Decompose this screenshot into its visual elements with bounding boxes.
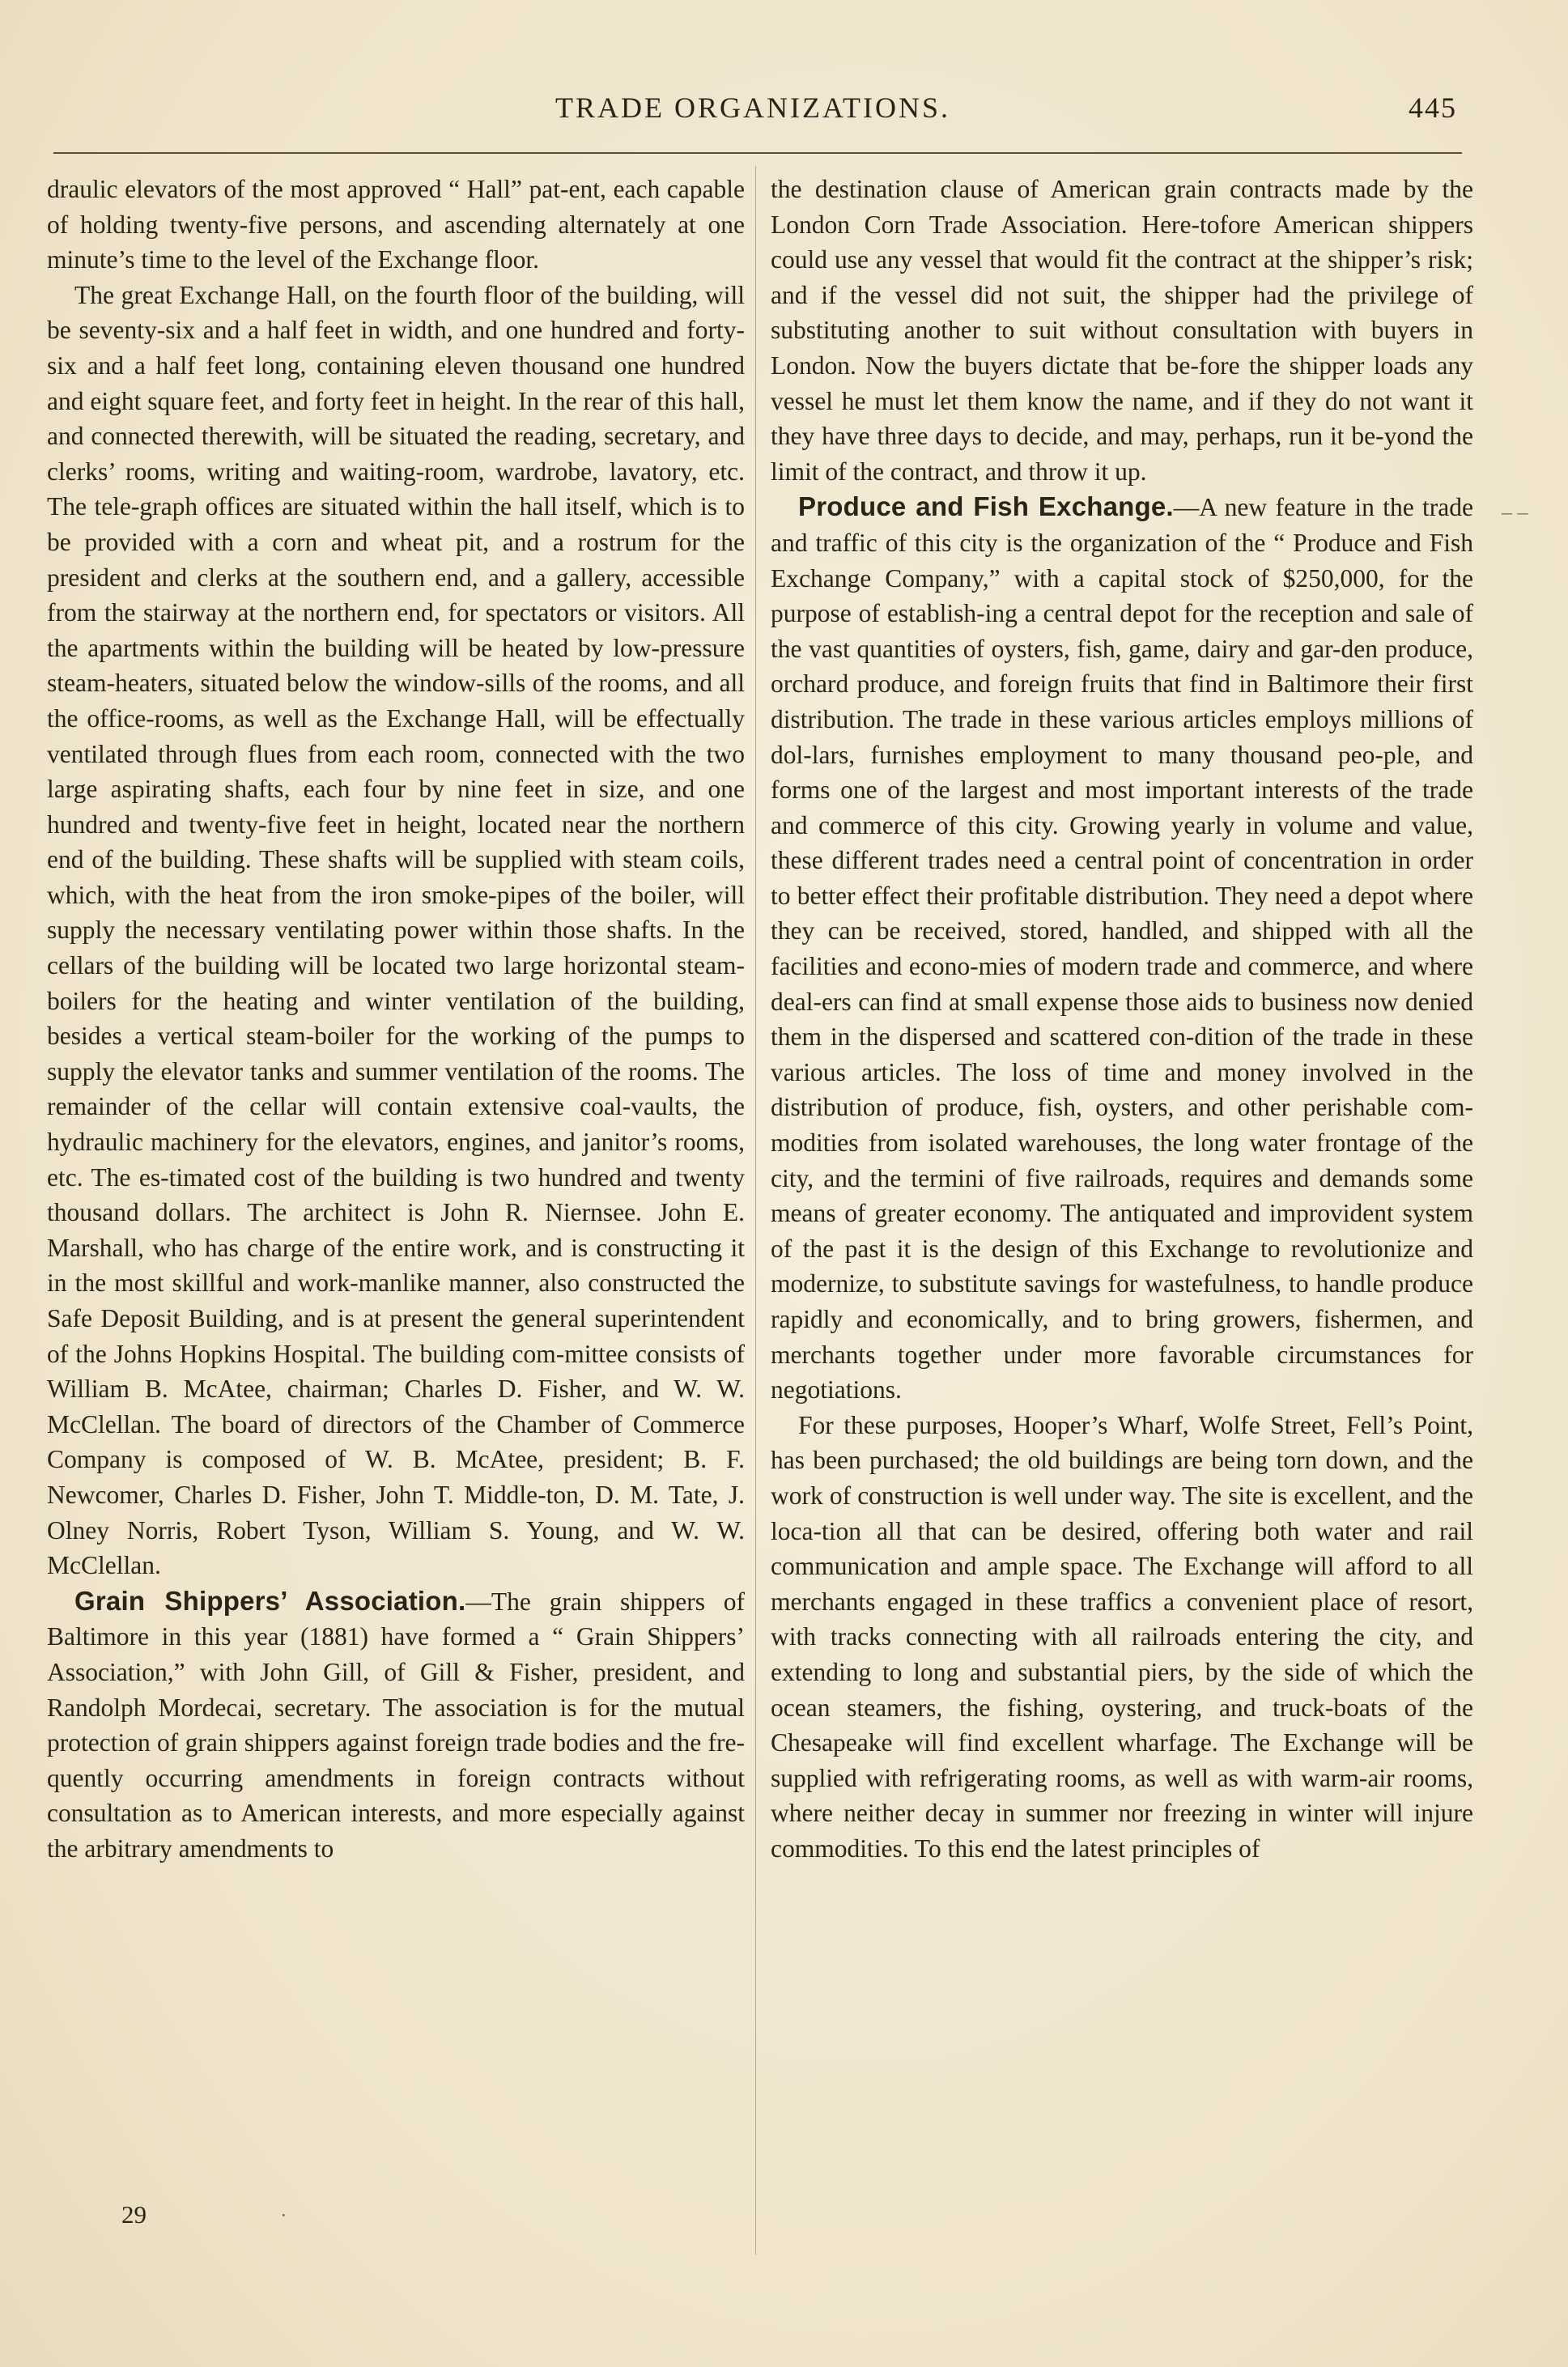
paragraph-grain-shippers: [47, 1583, 745, 1867]
paragraph-hoopers-wharf: For these purposes, Hooper’s Wharf, Wolfe Street, Fell’s Point, has been purchased; the old buildings are being torn down, and the work of construction is well under way. The site is excellent, and the loca-tion all that can be desired, offering both water and rail communication and ample space. The Exchange will afford to all merchants engaged in these traffics a convenient place of resort, with tracks connecting with all railroads entering the city, and extending to long and substantial piers, by the side of which the ocean steamers, the fishing, oystering, and truck-boats of the Chesapeake will find excellent wharfage. The Exchange will be supplied with refrigerating rooms, as well as with warm-air rooms, where neither decay in summer nor freezing in winter will injure commodities. To this end the latest principles of: [771, 1410, 1473, 1863]
signature-mark: 29: [121, 2200, 147, 2229]
section-heading-grain-shippers: Grain Shippers’ Association.: [74, 1585, 466, 1616]
column-divider: [755, 166, 756, 2254]
produce-exchange-text: —A new feature in the trade and traffic of this city is the organization of the “ Produce and Fish Exchange Company,” with a capital stock of $250,000, for the purpose of establish-ing a central depot for the reception and sale of the vast quantities of oysters, fish, game, dairy and gar-den produce, orchard produce, and foreign fruits that find in Baltimore their first distribution. The trade in these various articles employs millions of dol-lars, furnishes employment to many thousand peo-ple, and forms one of the largest and most important interests of the trade and commerce of this city. Growing yearly in volume and value, these different trades need a central point of concentration in order to better effect their profitable distribution. They need a depot where they can be received, stored, handled, and shipped with all the facilities and econo-mies of modern trade and commerce, and where deal-ers can find at small expense those aids to business now denied them in the dispersed and scattered con-dition of the trade in these various articles. The loss of time and money involved in the distribution of produce, fish, oysters, and other perishable com-modities from isolated warehouses, the long water frontage of the city, and the termini of five railroads, requires and demands some means of greater economy. The antiquated and improvident system of the past it is the design of this Exchange to revolutionize and modernize, to substitute savings for wastefulness, to handle produce rapidly and economically, and to bring growers, fishermen, and merchants together under more favorable circumstances for negotiations.: [771, 493, 1473, 1404]
left-column: [47, 172, 745, 1867]
page-number: 445: [1409, 91, 1457, 124]
paragraph-exchange-hall: The great Exchange Hall, on the fourth floor of the building, will be seventy-six and a half feet in width, and one hundred and forty-six and a half feet long, containing eleven thousand one hundred and eight square feet, and forty feet in height. In the rear of this hall, and connected therewith, will be situated the reading, secretary, and clerks’ rooms, writing and waiting-room, wardrobe, lavatory, etc. The tele-graph offices are situated within the hall itself, which is to be provided with a corn and wheat pit, and a rostrum for the president and clerks at the southern end, and a gallery, accessible from the stairway at the northern end, for spectators or visitors. All the apartments within the building will be heated by low-pressure steam-heaters, situated below the window-sills of the rooms, and all the office-rooms, as well as the Exchange Hall, will be effectually ventilated through flues from each room, connected with the two large aspirating shafts, each four by nine feet in size, and one hundred and twenty-five feet in height, located near the northern end of the building. These shafts will be supplied with steam coils, which, with the heat from the iron smoke-pipes of the boiler, will supply the necessary ventilating power within those shafts. In the cellars of the building will be located two large horizontal steam-boilers for the heating and winter ventilation of the building, besides a vertical steam-boiler for the working of the pumps to supply the elevator tanks and summer ventilation of the rooms. The remainder of the cellar will contain extensive coal-vaults, the hydraulic machinery for the elevators, engines, and janitor’s rooms, etc. The es-timated cost of the building is two hundred and twenty thousand dollars. The architect is John R. Niernsee. John E. Marshall, who has charge of the entire work, and is constructing it in the most skillful and work-manlike manner, also constructed the Safe Deposit Building, and is at present the general superintendent of the Johns Hopkins Hospital. The building com-mittee consists of William B. McAtee, chairman; Charles D. Fisher, and W. W. McClellan. The board of directors of the Chamber of Commerce Company is composed of W. B. McAtee, president; B. F. Newcomer, Charles D. Fisher, John T. Middle-ton, D. M. Tate, J. Olney Norris, Robert Tyson, William S. Young, and W. W. McClellan.: [47, 280, 745, 1580]
section-heading-produce-fish: Produce and Fish Exchange.: [798, 491, 1174, 522]
paragraph-produce-exchange: [771, 489, 1473, 1407]
running-title: TRADE ORGANIZATIONS.: [555, 91, 950, 124]
paragraph-destination-clause: the destination clause of American grain contracts made by the London Corn Trade Association. Here-tofore American shippers could use any vessel that would fit the contract at the shipper’s risk; and if the vessel did not suit, the shipper had the privilege of substituting another to suit without consultation with buyers in London. Now the buyers dictate that be-fore the shipper loads any vessel he must let them know the name, and if they do not want it they have three days to decide, and may, perhaps, run it be-yond the limit of the contract, and throw it up.: [771, 175, 1473, 486]
margin-dash-mark: – –: [1502, 500, 1528, 524]
running-head: [49, 91, 1457, 139]
paragraph-elevators: draulic elevators of the most approved “ Hall” pat-ent, each capable of holding twenty-five persons, and ascending alternately at one minute’s time to the level of the Exchange floor.: [47, 175, 745, 274]
ink-speck-mark: ·: [280, 2203, 287, 2227]
header-rule: [53, 152, 1462, 154]
right-column: [771, 172, 1473, 1867]
grain-shippers-text: —The grain shippers of Baltimore in this year (1881) have formed a “ Grain Shippers’ Association,” with John Gill, of Gill & Fisher, president, and Randolph Mordecai, secretary. The association is for the mutual protection of grain shippers against foreign trade bodies and the fre-quently occurring amendments in foreign contracts without consultation as to American interests, and more especially against the arbitrary amendments to: [47, 1587, 745, 1863]
